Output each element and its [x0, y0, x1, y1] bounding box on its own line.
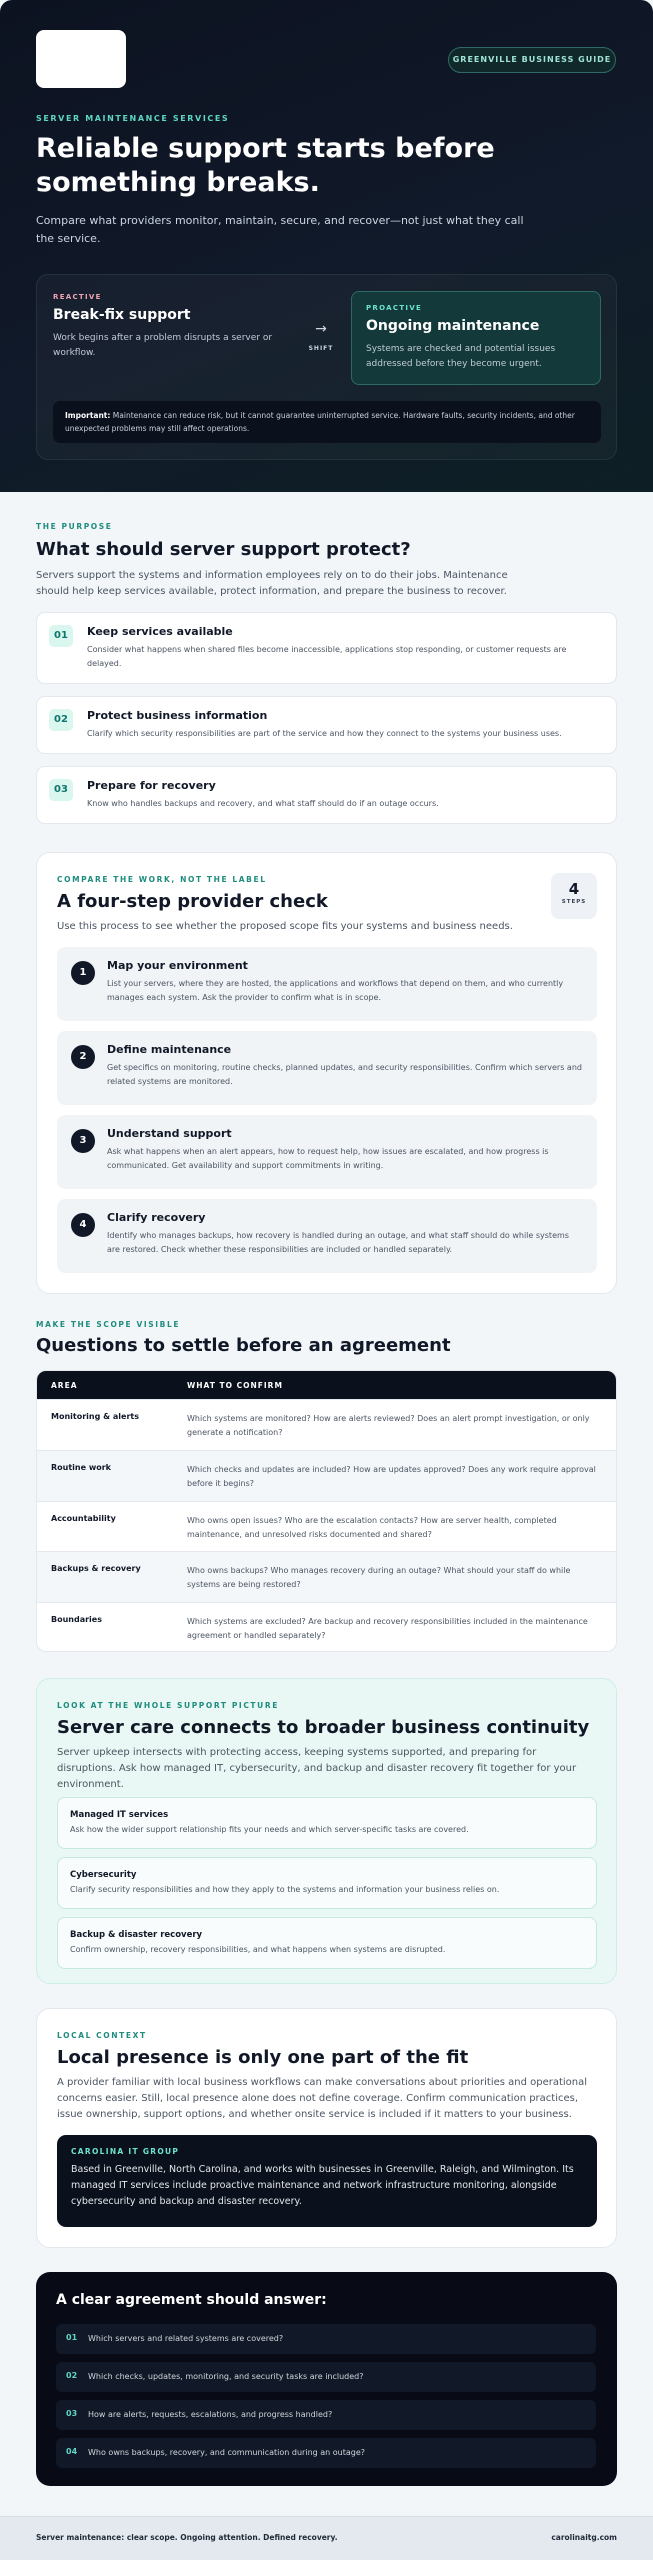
confirm-column-header: WHAT TO CONFIRM — [187, 1381, 283, 1390]
questions-table — [36, 1370, 617, 1652]
steps-count-label: STEPS — [561, 899, 587, 905]
break-fix-panel — [53, 293, 293, 363]
company-logo[interactable] — [36, 30, 126, 88]
agreement-item-text: Which checks, updates, monitoring, and security tasks are included? — [88, 2372, 364, 2381]
company-label: CAROLINA IT GROUP — [71, 2147, 180, 2156]
ongoing-maintenance-title: Ongoing maintenance — [366, 318, 540, 334]
steps-count: 4 — [568, 880, 580, 898]
footer — [0, 2516, 653, 2560]
step-card — [57, 947, 597, 1021]
reactive-tag: REACTIVE — [53, 293, 102, 301]
questions-kicker: MAKE THE SCOPE VISIBLE — [36, 1320, 181, 1329]
continuity-title: Server care connects to broader business continuity — [57, 1717, 590, 1738]
table-row — [37, 1501, 616, 1552]
table-row — [37, 1399, 616, 1450]
agreement-title: A clear agreement should answer: — [56, 2292, 327, 2308]
local-subtitle: A provider familiar with local business workflows can make conversations about priorities and operational concerns easier. Still, local presence alone does not define coverage. Confirm communication practices, issue ownership, support options, and whether onsite service is included if it matters to your business. — [57, 2077, 588, 2120]
steps-title: A four-step provider check — [57, 891, 328, 912]
continuity-card-text: Confirm ownership, recovery responsibilities, and what happens when systems are disrupted. — [70, 1945, 446, 1954]
questions-section — [36, 1320, 617, 1356]
table-row-confirm: Who owns open issues? Who are the escalation contacts? How are server health, completed maintenance, and unresolved risks documented and shared? — [187, 1515, 557, 1539]
purpose-card-number: 02 — [49, 709, 73, 731]
important-label: Important: — [65, 411, 111, 420]
step-card — [57, 1115, 597, 1189]
arrow-right-icon: → — [315, 321, 327, 337]
continuity-kicker: LOOK AT THE WHOLE SUPPORT PICTURE — [57, 1701, 279, 1710]
company-text: Based in Greenville, North Carolina, and works with businesses in Greenville, Raleigh, and Wilmington. Its managed IT services include proactive maintenance and network infrastructure monitoring, alongside cybersecurity and backup and disaster recovery. — [71, 2164, 574, 2207]
table-row-area: Boundaries — [51, 1615, 102, 1625]
step-card — [57, 1199, 597, 1273]
purpose-card-number: 03 — [49, 779, 73, 801]
purpose-card-title: Prepare for recovery — [87, 779, 216, 792]
purpose-card-text: Know who handles backups and recovery, and what staff should do if an outage occurs. — [87, 799, 439, 808]
table-row — [37, 1450, 616, 1501]
table-row-area: Accountability — [51, 1513, 116, 1523]
agreement-section — [36, 2272, 617, 2486]
table-row-confirm: Which systems are monitored? How are alerts reviewed? Does an alert prompt investigation, or only generate a notification? — [187, 1414, 590, 1437]
steps-kicker: COMPARE THE WORK, NOT THE LABEL — [57, 875, 267, 884]
step-number: 1 — [71, 961, 95, 985]
continuity-card — [57, 1917, 597, 1969]
table-header — [37, 1371, 616, 1399]
step-card — [57, 1031, 597, 1105]
continuity-card — [57, 1797, 597, 1849]
continuity-card — [57, 1857, 597, 1909]
guide-badge: GREENVILLE BUSINESS GUIDE — [448, 47, 616, 73]
purpose-card-text: Clarify which security responsibilities are part of the service and how they connect to the systems your business uses. — [87, 729, 562, 738]
reactive-proactive-comparison — [36, 274, 617, 460]
agreement-item — [56, 2362, 596, 2392]
purpose-kicker: THE PURPOSE — [36, 522, 113, 531]
agreement-item-number: 01 — [66, 2333, 78, 2342]
purpose-section — [36, 522, 617, 600]
area-column-header: AREA — [51, 1381, 78, 1390]
table-row — [37, 1551, 616, 1602]
agreement-item-number: 04 — [66, 2447, 78, 2456]
step-text: Ask what happens when an alert appears, how to request help, how issues are escalated, and how progress is communicated. Get availability and support commitments in writing. — [107, 1147, 549, 1170]
step-text: List your servers, where they are hosted, the applications and workflows that depend on them, and who currently manages each system. Ask the provider to confirm what is in scope. — [107, 979, 564, 1002]
step-title: Define maintenance — [107, 1043, 232, 1056]
table-row-confirm: Which systems are excluded? Are backup and recovery responsibilities included in the maintenance agreement or handled separately? — [187, 1617, 588, 1641]
agreement-item-text: How are alerts, requests, escalations, and progress handled? — [88, 2410, 333, 2419]
purpose-card-title: Protect business information — [87, 709, 268, 722]
step-title: Understand support — [107, 1127, 232, 1140]
step-title: Map your environment — [107, 959, 248, 972]
table-row-confirm: Who owns backups? Who manages recovery during an outage? What should your staff do while systems are being restored? — [187, 1566, 571, 1590]
steps-count-badge — [551, 873, 597, 919]
table-row-area: Routine work — [51, 1462, 111, 1472]
purpose-subtitle: Servers support the systems and information employees rely on to do their jobs. Maintenance should help keep services available, protect information, and prepare the business to recover. — [36, 570, 508, 597]
hero-subtitle: Compare what providers monitor, maintain, secure, and recover—not just what they call the service. — [36, 214, 524, 245]
important-text: Maintenance can reduce risk, but it cannot guarantee uninterrupted service. Hardware faults, security incidents, and other unexpected problems may still affect operations. — [65, 411, 575, 433]
hero-title: Reliable support starts before something breaks. — [36, 133, 495, 198]
local-kicker: LOCAL CONTEXT — [57, 2031, 147, 2040]
footer-tagline: Server maintenance: clear scope. Ongoing attention. Defined recovery. — [36, 2533, 338, 2542]
continuity-card-text: Ask how the wider support relationship fits your needs and which server-specific tasks are covered. — [70, 1825, 469, 1834]
step-number: 2 — [71, 1045, 95, 1069]
hero-section — [0, 0, 653, 492]
agreement-item-text: Who owns backups, recovery, and communication during an outage? — [88, 2448, 366, 2457]
steps-subtitle: Use this process to see whether the proposed scope fits your systems and business needs. — [57, 921, 513, 932]
step-number: 3 — [71, 1129, 95, 1153]
proactive-tag: PROACTIVE — [366, 304, 423, 312]
purpose-card-text: Consider what happens when shared files become inaccessible, applications stop responding, or customer requests are delayed. — [87, 645, 567, 668]
purpose-card — [36, 766, 617, 824]
purpose-card — [36, 696, 617, 754]
table-row-area: Monitoring & alerts — [51, 1412, 139, 1421]
continuity-subtitle: Server upkeep intersects with protecting access, keeping systems supported, and preparing for disruptions. Ask how managed IT, cybersecurity, and backup and disaster recovery fit together for your environment. — [57, 1747, 577, 1790]
continuity-section — [36, 1678, 617, 1984]
purpose-card-title: Keep services available — [87, 625, 233, 638]
table-row — [37, 1602, 616, 1652]
hero-kicker: SERVER MAINTENANCE SERVICES — [36, 114, 230, 123]
step-title: Clarify recovery — [107, 1211, 206, 1224]
agreement-item-text: Which servers and related systems are covered? — [88, 2334, 284, 2343]
company-callout — [57, 2135, 597, 2227]
step-text: Identify who manages backups, how recovery is handled during an outage, and what staff should do while systems are restored. Check whether these responsibilities are included or handled separately. — [107, 1231, 569, 1254]
important-note — [53, 401, 601, 443]
local-context-section — [36, 2008, 617, 2248]
agreement-item-number: 03 — [66, 2409, 78, 2418]
break-fix-text: Work begins after a problem disrupts a server or workflow. — [53, 333, 273, 358]
local-title: Local presence is only one part of the fit — [57, 2047, 469, 2068]
table-row-area: Backups & recovery — [51, 1564, 141, 1574]
questions-title: Questions to settle before an agreement — [36, 1335, 451, 1356]
agreement-item — [56, 2324, 596, 2354]
step-number: 4 — [71, 1213, 95, 1237]
ongoing-maintenance-panel — [351, 291, 601, 385]
continuity-card-text: Clarify security responsibilities and how they apply to the systems and information your business relies on. — [70, 1885, 500, 1894]
shift-label: SHIFT — [308, 345, 334, 352]
continuity-card-title: Cybersecurity — [70, 1870, 137, 1880]
agreement-item — [56, 2438, 596, 2468]
continuity-card-title: Managed IT services — [70, 1810, 169, 1820]
table-row-confirm: Which checks and updates are included? How are updates approved? Does any work require approval before it begins? — [187, 1464, 596, 1488]
ongoing-maintenance-text: Systems are checked and potential issues addressed before they become urgent. — [366, 344, 556, 369]
continuity-card-title: Backup & disaster recovery — [70, 1930, 203, 1940]
agreement-item-number: 02 — [66, 2371, 78, 2380]
step-text: Get specifics on monitoring, routine checks, planned updates, and security responsibilities. Confirm which servers and related systems are monitored. — [107, 1063, 582, 1086]
purpose-card-number: 01 — [49, 625, 73, 647]
purpose-card — [36, 612, 617, 684]
agreement-item — [56, 2400, 596, 2430]
provider-check-section — [36, 852, 617, 1294]
break-fix-title: Break-fix support — [53, 307, 191, 323]
purpose-title: What should server support protect? — [36, 539, 411, 560]
footer-website-link[interactable]: carolinaitg.com — [551, 2533, 617, 2542]
